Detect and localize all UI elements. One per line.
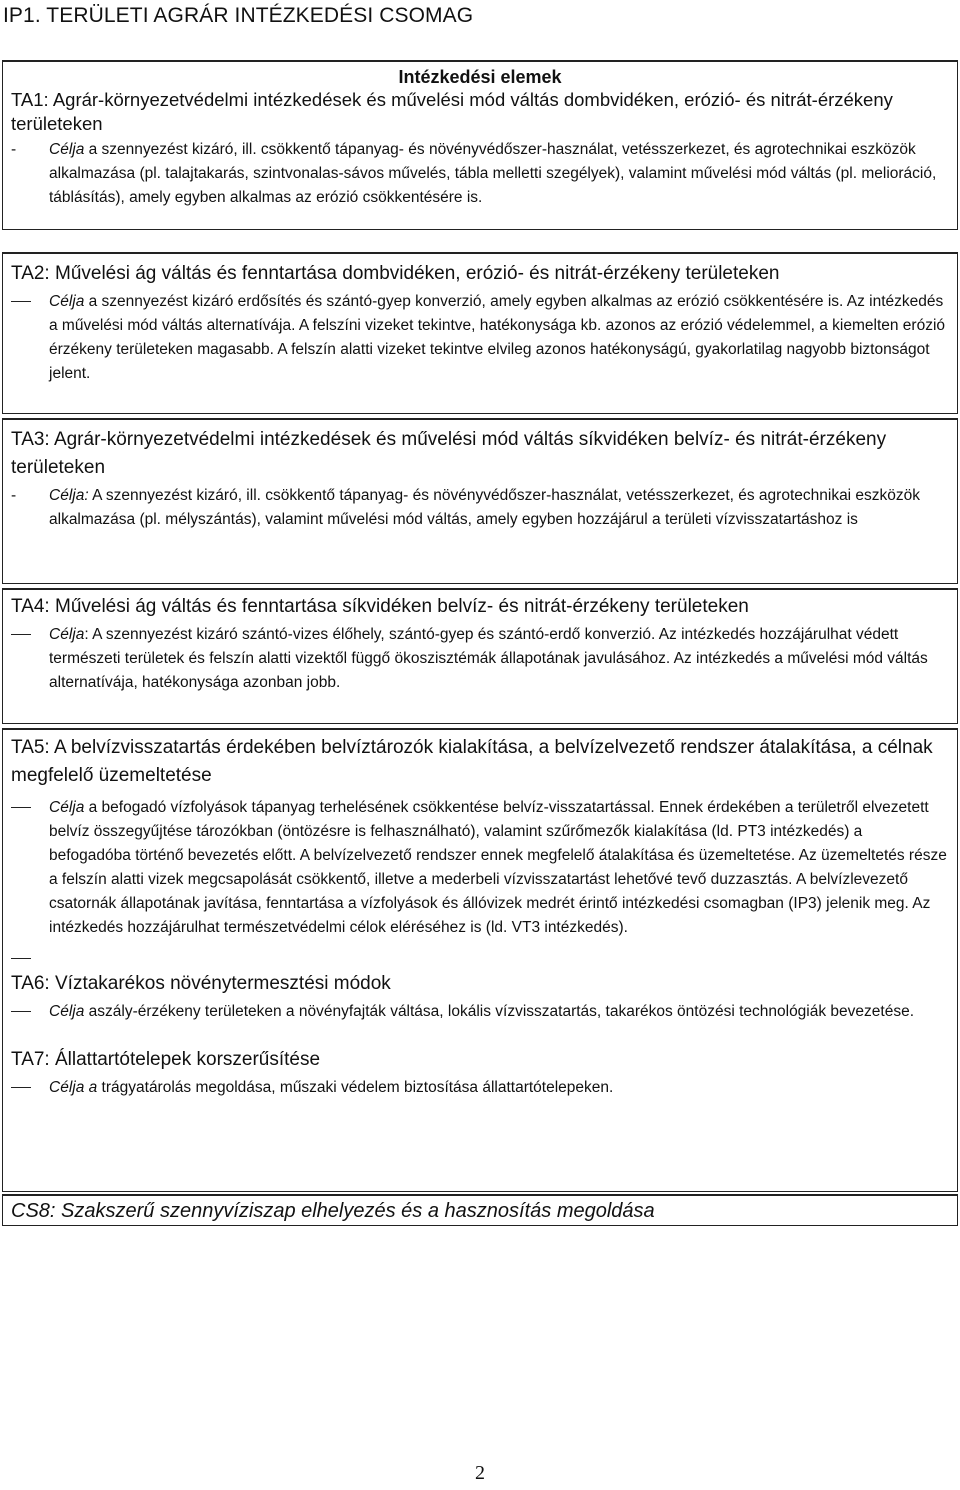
ta1-bullet: - — [11, 141, 17, 158]
ta7-heading: TA7: Állattartótelepek korszerűsítése — [11, 1049, 321, 1070]
ta4-bullet-line — [11, 634, 31, 635]
ta2-heading: TA2: Művelési ág váltás és fenntartása dombvidéken, erózió- és nitrát-érzékeny területeken — [11, 263, 780, 284]
ta5-empty-item — [3, 942, 957, 966]
ta5-heading: TA5: A belvízvisszatartás érdekében belvíztározók kialakítása, a belvízelvezető rendszer átalakítása, a célnak megfelelő üzemeltetése — [11, 737, 933, 786]
ta5-text: a befogadó vízfolyások tápanyag terhelésének csökkentése belvíz-visszatartással. Ennek érdekében a területről elvezetett belvíz összegyűjtése tározókban (öntözésre is felhasználható), valamint szűrőmezők kialakítása (ld. PT3 intézkedés) a befogadóba történő bevezetés előtt. A belvízelvezető rendszer ennek megfelelő átalakítása és üzemeltetése. Az üzemeltetés része a felszín alatti vizek megcsapolását csökkentő, illetve a mederbeli vízvisszatartást lehetővé tevő duzzasztás. A belvízlevezető csatornák állapotának javítása, fenntartása a vízfolyások és állóvizek medrét érintő intézkedési csomagban (IP3) jelenik meg. Az intézkedés hozzájárulhat természetvédelmi célok eléréséhez is (ld. VT3 intézkedés). — [49, 799, 947, 936]
ta6-item — [3, 1000, 957, 1024]
ta3-heading: TA3: Agrár-környezetvédelmi intézkedések és művelési mód váltás síkvidéken belvíz- és nitrát-érzékeny területeken — [11, 429, 887, 478]
ta4-goal-label: Célja — [49, 626, 85, 643]
ta1-text: a szennyezést kizáró, ill. csökkentő tápanyag- és növényvédőszer-használat, vetésszerkezet, és agrotechnikai eszközök alkalmazása (pl. talajtakarás, szintvonalas-sávos művelés, tábla melletti szegélyek), valamint művelési mód váltás (pl. melioráció, táblásítás), amely egyben alkalmas az erózió csökkentésére is. — [49, 141, 937, 206]
ta3-section — [2, 418, 958, 584]
ta2-item — [3, 290, 957, 386]
ta6-heading: TA6: Víztakarékos növénytermesztési módok — [11, 973, 391, 994]
ta4-section — [2, 588, 958, 724]
ta4-text: : A szennyezést kizáró szántó-vizes élőhely, szántó-gyep és szántó-erdő konverzió. Az intézkedés hozzájárulhat védett természeti területek és felszín alatti vizektől függő ökoszisztémák állapotának javulásához. Az intézkedés a művelési mód váltás alternatívája, hatékonysága azonban jobb. — [49, 626, 928, 691]
ta1-item — [3, 138, 957, 210]
ta6-goal-label: Célja — [49, 1003, 85, 1020]
cs8-heading: CS8: Szakszerű szennyvíziszap elhelyezés és a hasznosítás megoldása — [11, 1200, 655, 1222]
ta5-bullet-line — [11, 807, 31, 808]
ta5-empty-bullet-line — [11, 958, 31, 959]
ta7-text: trágyatárolás megoldása, műszaki védelem biztosítása állattartótelepeken. — [97, 1079, 614, 1096]
ta2-section — [2, 252, 958, 414]
ta4-heading: TA4: Művelési ág váltás és fenntartása síkvidéken belvíz- és nitrát-érzékeny területeken — [11, 596, 749, 617]
ta2-goal-label: Célja — [49, 293, 85, 310]
ta4-item — [3, 623, 957, 695]
ta2-text: a szennyezést kizáró erdősítés és szántó-gyep konverzió, amely egyben alkalmas az erózió csökkentésére is. Az intézkedés a művelési mód váltás alternatívája. A felszíni vizeket tekintve, hatékonysága kb. azonos az erózió védelemmel, a kiemelten erózió érzékeny területeken magasabb. A felszín alatti vizeket tekintve elvileg azonos hatékonyságú, gyakorlatilag nagyobb biztonságot jelent. — [49, 293, 946, 382]
ta3-bullet: - — [11, 487, 17, 504]
ta3-text: A szennyezést kizáró, ill. csökkentő tápanyag- és növényvédőszer-használat, vetésszerkezet, és agrotechnikai eszközök alkalmazása (pl. mélyszántás), valamint művelési mód váltás, amely egyben hozzájárul a területi vízvisszatartáshoz is — [49, 487, 921, 528]
ta6-bullet-line — [11, 1011, 31, 1012]
ta5-item — [3, 796, 957, 940]
ta7-goal-label: Célja a — [49, 1079, 98, 1096]
ta1-heading: TA1: Agrár-környezetvédelmi intézkedések és művelési mód váltás dombvidéken, erózió- és nitrát-érzékeny területeken — [11, 89, 893, 134]
ta1-goal-label: Célja — [49, 141, 85, 158]
ta6-text: aszály-érzékeny területeken a növényfajták váltása, lokális vízvisszatartás, takarékos öntözési technológiák bevezetése. — [84, 1003, 915, 1020]
ta3-item — [3, 484, 957, 532]
cs8-section — [2, 1194, 958, 1226]
ta5-goal-label: Célja — [49, 799, 85, 816]
page-number: 2 — [475, 1462, 485, 1484]
page-title: IP1. TERÜLETI AGRÁR INTÉZKEDÉSI CSOMAG — [3, 4, 474, 27]
ta2-bullet-line — [11, 301, 31, 302]
ta1-section — [2, 60, 958, 230]
section-header: Intézkedési elemek — [398, 67, 562, 87]
ta5-ta7-section — [2, 728, 958, 1192]
ta7-item — [3, 1076, 957, 1100]
ta3-goal-label: Célja: — [49, 487, 89, 504]
ta7-bullet-line — [11, 1087, 31, 1088]
